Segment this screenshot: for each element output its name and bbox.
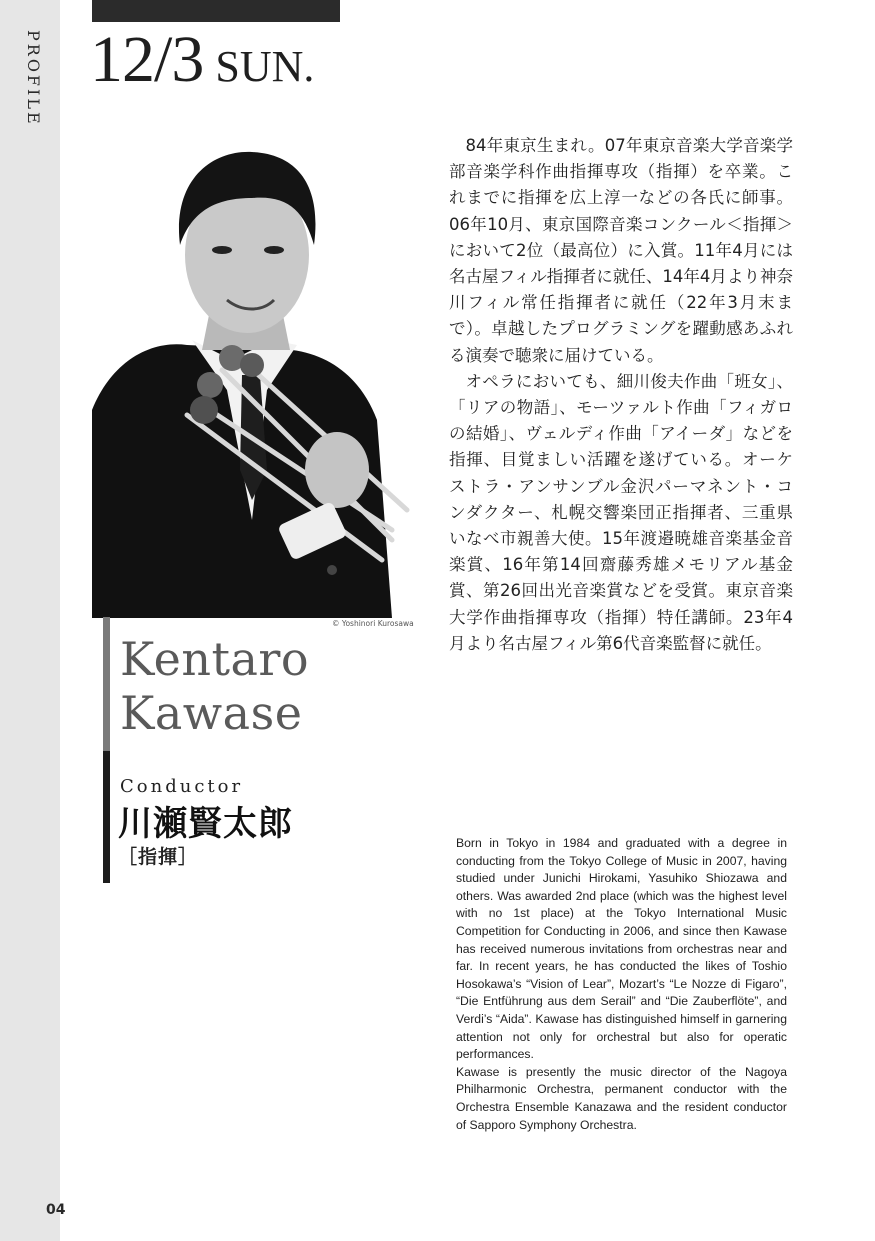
date-text: 12/3	[90, 23, 204, 96]
biography-english	[456, 835, 787, 1134]
name-english-last: Kawase	[120, 686, 303, 740]
conductor-photo	[92, 140, 418, 618]
name-japanese: 川瀬賢太郎	[118, 804, 293, 844]
name-accent-bar	[103, 617, 110, 751]
photo-credit: © Yoshinori Kurosawa	[332, 619, 414, 628]
portrait-illustration	[92, 140, 418, 618]
concert-date	[90, 22, 314, 98]
weekday-text: SUN.	[215, 42, 315, 91]
header-bar	[92, 0, 340, 22]
bio-en-paragraph: Born in Tokyo in 1984 and graduated with a degree in conducting from the Tokyo College of Music in 2007, having studied under Junichi Hirokami, Yasuhiko Shiozawa and others. Was awarded 2nd place (which was the highest level with no 1st place) at the Tokyo International Music Competition for Conducting in 2006, and since then Kawase has received numerous invitations from orchestras near and far. In recent years, he has conducted the likes of Toshio Hosokawa’s “Vision of Lear”, Mozart’s “Le Nozze di Figaro”, “Die Entführung aus dem Serail” and “Die Zauberflöte”, and Verdi’s “Aida”. Kawase has distinguished himself in garnering attention not only for orchestral but also for operatic performances.	[456, 836, 787, 1062]
section-label: PROFILE	[24, 30, 43, 127]
biography-japanese	[449, 133, 793, 657]
bio-en-paragraph: Kawase is presently the music director of the Nagoya Philharmonic Orchestra, permanent conductor with the Orchestra Ensemble Kanazawa and the resident conductor of Sapporo Symphony Orchestra.	[456, 1064, 787, 1132]
page-number: 04	[46, 1202, 66, 1218]
bio-ja-paragraph: 84年東京生まれ。07年東京音楽大学音楽学部音楽学科作曲指揮専攻（指揮）を卒業。これまでに指揮を広上淳一などの各氏に師事。06年10月、東京国際音楽コンクール＜指揮＞において2位（最高位）に入賞。11年4月には名古屋フィル指揮者に就任、14年4月より神奈川フィル常任指揮者に就任（22年3月末まで）。卓越したプログラミングを躍動感あふれる演奏で聴衆に届けている。	[449, 136, 793, 365]
bio-ja-paragraph: オペラにおいても、細川俊夫作曲「班女」、「リアの物語」、モーツァルト作曲「フィガロの結婚」、ヴェルディ作曲「アイーダ」などを指揮、目覚ましい活躍を遂げている。オーケストラ・アンサンブル金沢パーマネント・コンダクター、札幌交響楽団正指揮者、三重県いなべ市親善大使。15年渡邉暁雄音楽基金音楽賞、16年第14回齋藤秀雄メモリアル基金賞、第26回出光音楽賞などを受賞。東京音楽大学作曲指揮専攻（指揮）特任講師。23年4月より名古屋フィル第6代音楽監督に就任。	[449, 371, 793, 653]
role-japanese: ［指揮］	[118, 846, 199, 868]
sidebar	[0, 0, 66, 1241]
role-accent-bar	[103, 751, 110, 883]
name-english-first: Kentaro	[120, 632, 310, 686]
role-english: Conductor	[120, 776, 244, 797]
name-english	[120, 632, 309, 740]
